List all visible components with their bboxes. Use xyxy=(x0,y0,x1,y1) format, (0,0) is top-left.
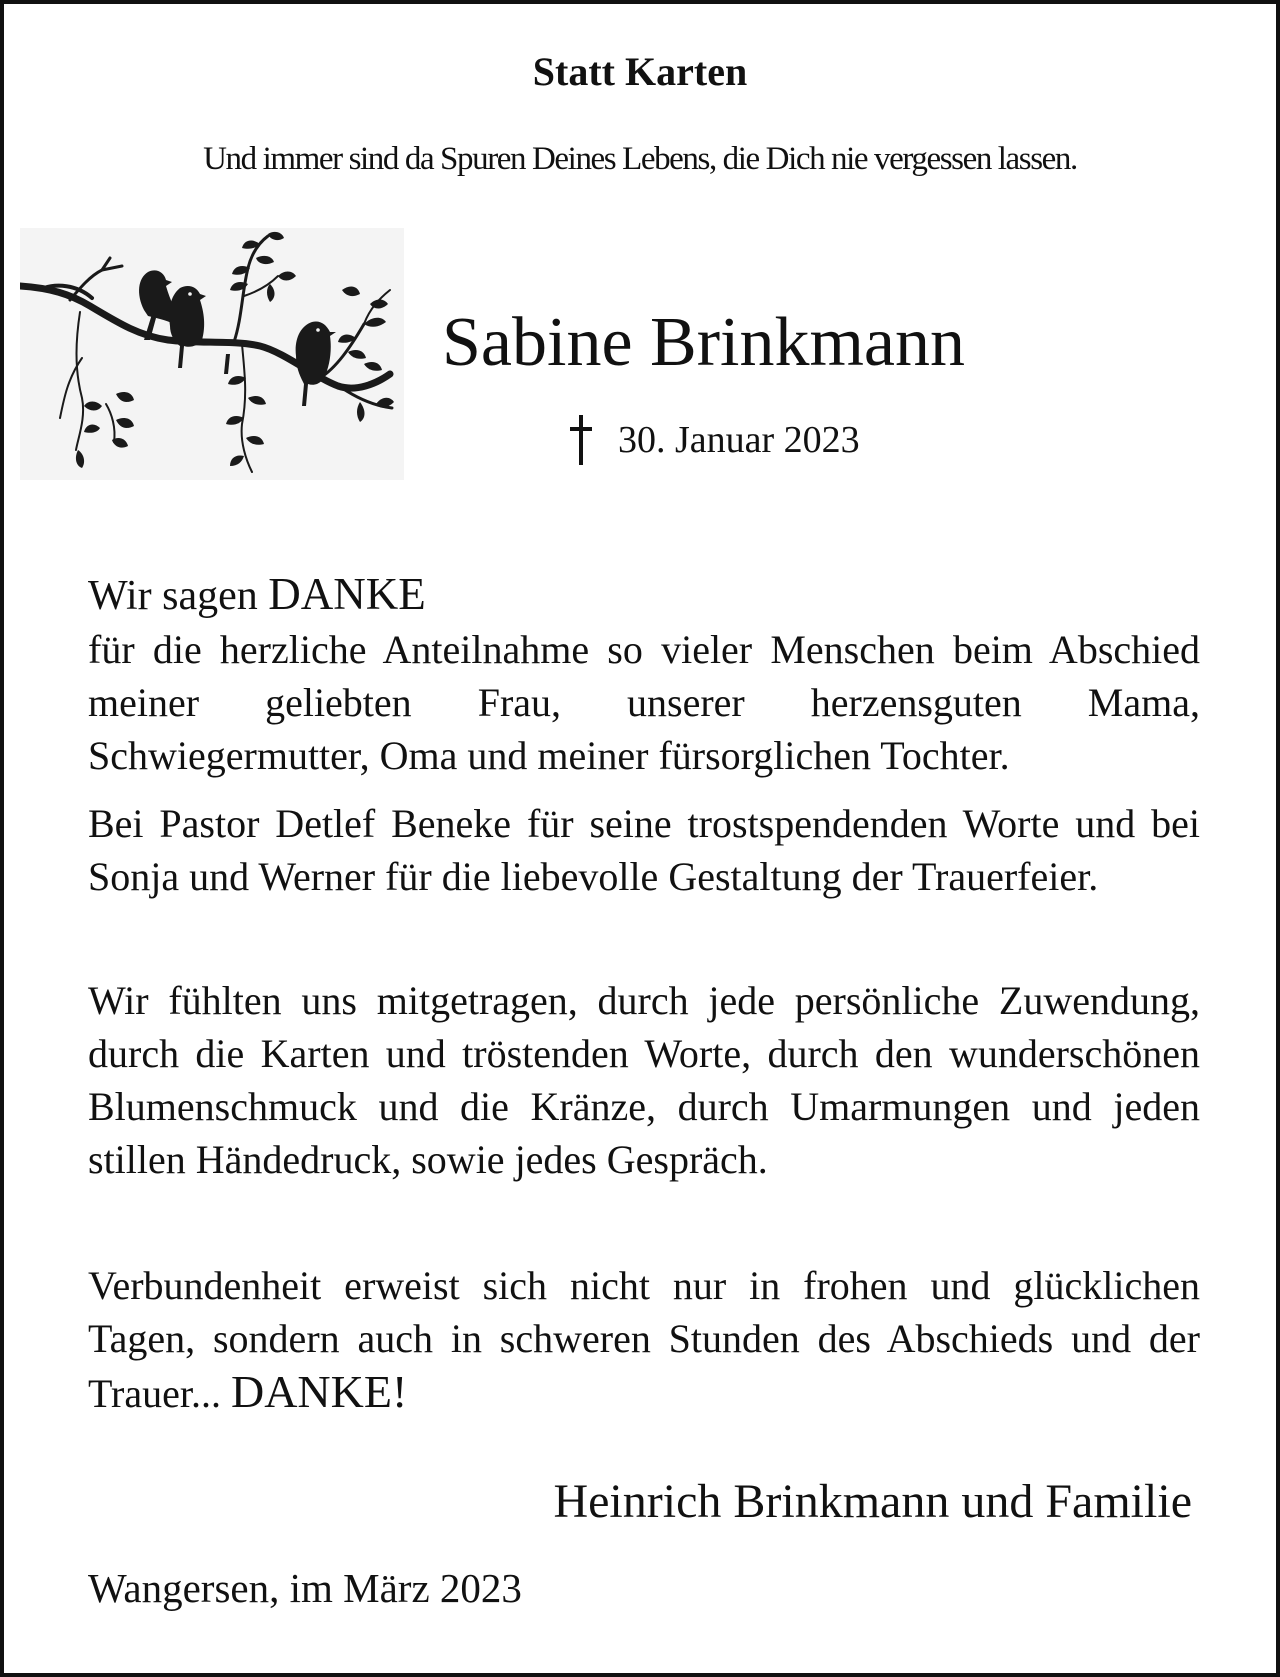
thanks-paragraph xyxy=(88,568,1200,782)
notice-heading: Statt Karten xyxy=(532,49,748,94)
cross-icon xyxy=(566,413,596,467)
thanks-word: DANKE xyxy=(268,569,426,619)
pastor-paragraph: Bei Pastor Detlef Beneke für seine trostspendenden Worte und bei Sonja und Werner für die liebevolle Gestaltung der Trauerfeier. xyxy=(88,801,1200,899)
closing-text: Verbundenheit erweist sich nicht nur in frohen und glücklichen Tagen, sondern auch in schweren Stunden des Abschieds und der Trauer... xyxy=(88,1263,1200,1416)
family-signature: Heinrich Brinkmann und Familie xyxy=(553,1475,1192,1528)
death-date: 30. Januar 2023 xyxy=(618,419,860,461)
place-and-date: Wangersen, im März 2023 xyxy=(88,1565,522,1611)
thanks-text: für die herzliche Anteilnahme so vieler Menschen beim Abschied meiner geliebten Frau, unserer herzensguten Mama, Schwiegermutter, Oma und meiner fürsorglichen Tochter. xyxy=(88,627,1200,778)
birds-on-branch-illustration xyxy=(20,228,404,480)
closing-word: DANKE! xyxy=(230,1366,408,1417)
support-paragraph: Wir fühlten uns mitgetragen, durch jede persönliche Zuwendung, durch die Karten und tröstenden Worte, durch den wunderschönen Blumenschmuck und die Kränze, durch Umarmungen und jeden stillen Händedruck, sowie jedes Gespräch. xyxy=(88,978,1200,1182)
deceased-name: Sabine Brinkmann xyxy=(442,304,965,381)
closing-paragraph xyxy=(88,1259,1200,1420)
thanks-intro: Wir sagen xyxy=(88,573,258,619)
thanks-lead xyxy=(88,568,1200,623)
death-date-line xyxy=(566,412,860,468)
motto-line: Und immer sind da Spuren Deines Lebens, die Dich nie vergessen lassen. xyxy=(203,141,1077,177)
